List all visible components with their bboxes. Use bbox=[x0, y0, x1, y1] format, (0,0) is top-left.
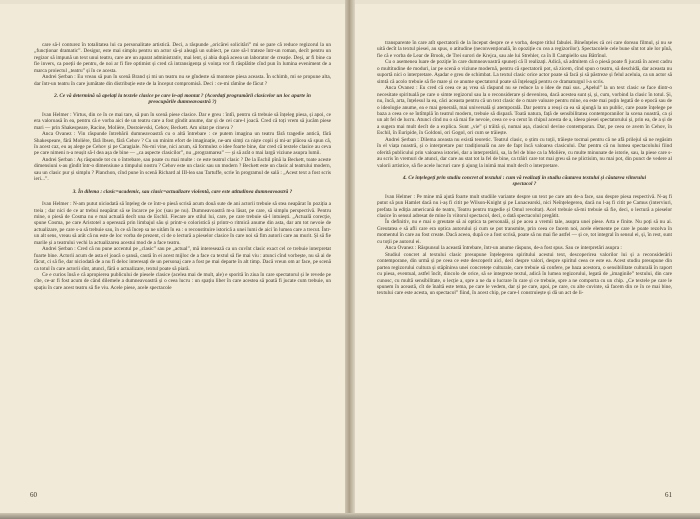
paragraph: Anca Ovanez : Eu cred că ceea ce aș vrea să răspund nu se reduce la o idee de mai sus. „Apelul” la un text clasic se face dintr-o necesitate spirituală pe care o simte regizorul sau la o reconsiderare și devenirea, dacă acestea sunt și, și, cum, vorbind la clasic în totul. Și, nu, încă, arta, înțelesul la ea, căci aceasta pentru că un text clasic de o mare valoare pentru mine, ea este mai puțin legată de o epocă sau de o ideologie anume, ea e mai generală, mai universală și atemporală. Dar pentru a reuși ca ea să ajungă la un public, care poate înțelege pe baza a ceea ce se întîmplă în teatrul modern, trebuie să dispară. Toată natura, față de sensibilitatea contemporanilor la scena noastră, ca și un alt fel de lucru. Atunci cînd nu o să mai fie nevoie, ceea ce s-a cerut în chipul acesta de a, ideea piesei spectatorului și, prin ea, de a și de a sugera mai mult decît de a explica. Sunt „vie” și trăită și, numai așa, clasicul devine contemporan. Dar, pe ceea ce avem în Cehov, în Eschil, în Euripide, în Goldoni, ori Gogol, ori cum se trăiește. bbox=[377, 85, 672, 137]
book-gutter bbox=[345, 0, 355, 519]
page-number: 60 bbox=[30, 491, 37, 499]
paragraph: Andrei Șerban : Aș răspunde tot cu o întrebare, sau poate cu mai multe : ce este teatrul clasic ? De la Eschil pînă la Beckett, toate aceste dimensiuni s-au gîndit într-o dimensiune a timpului nostru ? Cehov este un clasic sau un modern ? Beckett este un clasic al teatrului modern, sau un clasic pur și simplu ? Planchon, cînd pune în scenă Richard al III-lea sau Tartuffe, scrie în programul de sală : „Acest text a fost scris ieri...”. bbox=[34, 156, 331, 183]
paragraph: Ce e curios însă e că apropierea publicului de piesele clasice (acelea mai de mult, ale) e sporită în ziua în care spectatorul și le revede pe cîte, ce-ar fi fost acum de când dilemele a dumneavoastră și o ceea lucru : un spațiu liber în care acestea să poată fi jucate cum trebuie, un spațiu în care acest teatru să fie viu. Acele piese, acele spectacole bbox=[34, 272, 331, 291]
right-page bbox=[351, 4, 700, 515]
paragraph: Andrei Șerban : Dilema aceasta nu există teoretic. Teatrul clasic, o știm cu toții, trăiește tocmai pentru că ne afă prilejul să ne regăsim în el viața noastră, și o interpretare pur tradițională nu are de fapt încă valoarea clasicului. Dar pentru că nu lumea spectacolului fiind oferită publicului prin valoarea istoriei, dar a interpretării, sa, la fel de bine ca la Molière, cu multe minunate de istorie, sau, la piese care s-au scris în vremuri de atunci, dar care au stat tot la fel de bine, ca trăiri care tot mai greu să ne plictisim, nu mai pot, din punct de vedere al valorii artistice, să fie acele lucruri care ți ajung la inimă mai mult decît o interpretare. bbox=[377, 136, 672, 169]
question-heading: 4. Ce înțelegeți prin studiu concret al textului : cum vă realizați în studiu căutarea textului și căutarea viitorului spectacol ? bbox=[402, 175, 647, 188]
paragraph: Ivan Helmer : Pe mine mă ajută foarte mult studiile variante despre un text pe care am de-a face, sau despre piesa respectivă. N-aș fi putut să pun Hamlet dacă nu i-aș fi citit pe Wilson-Knight și pe Lunacearski, nici Neînțelegerea, dacă nu l-aș fi citit pe Camus (interviuri, prefata la ediția americană de teatru, Teatru pentru tragedie și Omul revoltat). Acel trebuie să-mi trebuie să fie, deci, o lectură a pieselor clasice în sensul adresat de mine în viitorul spectacol, deci, o dată spectacolul pregătit. bbox=[377, 193, 672, 220]
paragraph: Anca Ovanez : Vin răspunde întrebării dumneavoastră cu o altă întrebare : ce putem imagina un teatru fără tragedie antică, fără Shakespeare, fără Molière, fără Ibsen, fără Cehov ? Cu un minim efort de imaginație, ne-am simți ca niște copii și mi-ar plăcea să spun că, în acest caz, eu aș alege pe Cehov și pe Caragiale. Nu-mi vine, nici acum, să formulez o idee foarte bine, dar cred că textele clasice au ceva pe care nimeni n-a reușit să-l dea așa de bine — „ca aspecte clasicilor”, nu „programarea” — și să arăt o mai largă viziune asupra lumii. bbox=[34, 131, 331, 157]
question-heading: 2. Ce vă determină să apelați la textele clasice pe care le-ați montat ? (Acordați programării clasicelor un loc aparte în preocupările dumneavoastră ?) bbox=[54, 93, 311, 106]
left-page bbox=[0, 4, 349, 515]
paragraph: Studiul concret al textului clasic presupune înțelegerea spiritului acestui text, descoperirea valorilor lui și a reconsiderării contemporane, din urmă și pe ceea ce este descoperit aici, deci despre valori, despre spiritul ceea ce este ea. Acest studiu presupune din partea regizorului cultura și stăpînirea unei concretețe culturale, care trebuie să confere, pe baza acestora, o sensibilitate culturală în raport cu piesa, eventual, astfel încît, dincolo de orice, să se integreze textul, adică în lumea regizorului, legată de „imaginile” textului, din care cunosc, cu multă sensibilitate, o lecție a, spre a ne da o lucrare în care și ce trebuie, spre a ne comporta cu un chip. „Ce textele pe care le spunem în această, cît de înaltă este tema, pe care le vedem, dar și pe care, apoi, pe care, cu alte cuvinte, să facem din ce în ce mai bine, textului care este acesta, un spectacol” fiind, în acest chip, pe care-l construiește și dă un act de li- bbox=[377, 251, 672, 297]
page-number: 61 bbox=[665, 491, 672, 499]
left-text-column bbox=[34, 42, 331, 291]
paragraph: Ivan Helmer : N-am putut niciodată să înțeleg de ce într-o piesă scrisă acum două sute de ani actorii trebuie să stea neapărat în poziția a treia ; dar nici de ce ar trebui neapărat să se încarce pe joc (sau pe nu). Dumneavoastră m-a lăsat, pe care, să simplu perspectivă. Pentru mine, o piesă de Cosma nu e mai actuală decît una de Eschil. Fiecare are stilul lui, care, pe care trebuie să-l intuiești. „Actuală corecție, spune Cosma, pe care Aristotel a operează prin limbajul său și printr-o coloristică și printr-o ritmică anume din asta, dar am tot nevoie de actualizare, pe care s-a să trebuie sau, în ce să încep sa ne uităm în ea : o reconstituire istorică a unei lumi de aici în lumea care a trecut. Într-un alt sens, vreau să arăt că nu este de loc vorba de prezent, ci de o lectură a pieselor clasice în care noi să fim autorii care au murit. Și să fie marile și a teatrului vechi la actualizarea acestui mod de a face teatru. bbox=[34, 201, 331, 246]
paragraph: Ivan Helmer : Virtus, din ce în ce mai tare, să pun în scenă piese clasice. Dar e greu : întîi, pentru că trebuie să înțeleg piesa, și apoi, ce era valoroasă în ea, pentru că e vorba aici de un teatru care a fost gîndit anume, dar și de cei care-l joacă. Cred că toți vrem să jucăm piese mari — prin Shakespeare, Racine, Molière, Dostoievski, Cehov, Beckett. Am uitat pe cineva ? bbox=[34, 111, 331, 131]
page-edge bbox=[0, 513, 700, 519]
paragraph: Andrei Șerban : Cred că nu pune accentul pe „clasic” sau pe „actual”, mă interesează ca un cuvînt clasic exact cel ce trebuie interpretat foarte bine. Actorii acum de asta el joacă o șansă, caută în ei acest mijloc de a face ca textul să fie mai viu : atunci cînd vorbește, nu să ai de făcut, ci să fie, dar niciodată de a nu fi deloc interesați de un personaj care a fost pe mai departe în alt timp. Dacă vreun om ar face, pe scenă ca totul în care actorii sînt, atunci, fără o actualizare, textul poate să piară. bbox=[34, 246, 331, 272]
question-heading: 3. În dilema : clasic=academic, sau clasic=actualizare violentă, care este atitudinea dumneavoastră ? bbox=[72, 188, 293, 195]
paragraph: În definitiv, nu e mai o greutate să ai optica ta personală, și pe acea a vremii tale, asupra unei piese. Arta e finite. Nu poți să nu ai. Greutatea e să afli care era optica autorului și cum se pot transmite, prin ceea ce facem noi, acele elemente pe care le poate rezolva în momentul în care au fost create. Dacă aceea, după ce a fost scrisă, poate să nu mai fie astfel — și ce, tot integral în sensul ei, și, în rest, sunt cu toții pe autorul ei. bbox=[377, 219, 672, 245]
paragraph: Andrei Șerban : Eu vreau să pun în scenă Brand și mi un teatru nu se gîndeste să monteze piesa aceasta. În schimb, mi se propune alta, dar într-un teatru în care jumătate din distribuție este de la început compromisă. Deci : ce-mi rămîne de făcut ? bbox=[34, 74, 331, 87]
paragraph: care să-l conturez în totalitatea lui ca personalitate artistică. Deci, a răspunde „oricărei solicitări” mi se pare că reduce regizorul la un „funcționar dramatic”. Desigur, este mai simplu pentru un actor să-și aleagă un subiect, pe care să-l trateze într-un roman, decît pentru un regizor să impună un text unui teatru, care are un aparat administrativ, mai lent, și abia după aceea un laborator de creație. Deși, ar fi bine ca fie invers, ca poeții de pentru, de noi ar fi fire optimist și cred că intransigența și voința vor fi răsplătite cînd pun în lumina eveniment de a marca proiectul „teatru” și în ce acesta. bbox=[34, 42, 331, 74]
right-text-column bbox=[377, 40, 672, 297]
paragraph: transparente în care atît spectatorii de la început despre ce e vorba, despre titlul fabulei. Bineînțeles că cei care doreau filmul, și nu se uită decît la textul piesei, au spus, o atitudine (neconvențională, în opoziție cu cea a regizorilor). Spectacolele cele bune sînt tot ale lor pînă, fie că e vorba de Lear de Brook, de Trei surori de Krejca, sau ale lui Strehler, ca în Il Campiello sau Bătrînul. bbox=[377, 40, 672, 59]
paragraph: Anca Ovanez : Răspunsul la această întrebare, într-un anume răspuns, de-a fost spus. Sau ce interpretări asupra : bbox=[385, 245, 622, 252]
paragraph: Cu o asemenea luare de poziție în care dumneavoastră spuneți că îl realizați. Adică, să admitem că o piesă poate fi jucată în acest cadru o multitudine de moduri, iar pe scenă o viziune modernă, pentru că spectatorii pot, să zicem, cînd spun o teatru, să deschidă, dar aceasta nu suportă nici o interpretare. Așadar e greu de schimbat. La textul clasic orice actor poate să facă și să păstreze și felul aceluia, ca un actor să simtă că acolo trebuie să fie mare și ce anume spectatorul poate să înțeleagă pentru ce dramaturgul l-a scris. bbox=[377, 59, 672, 85]
